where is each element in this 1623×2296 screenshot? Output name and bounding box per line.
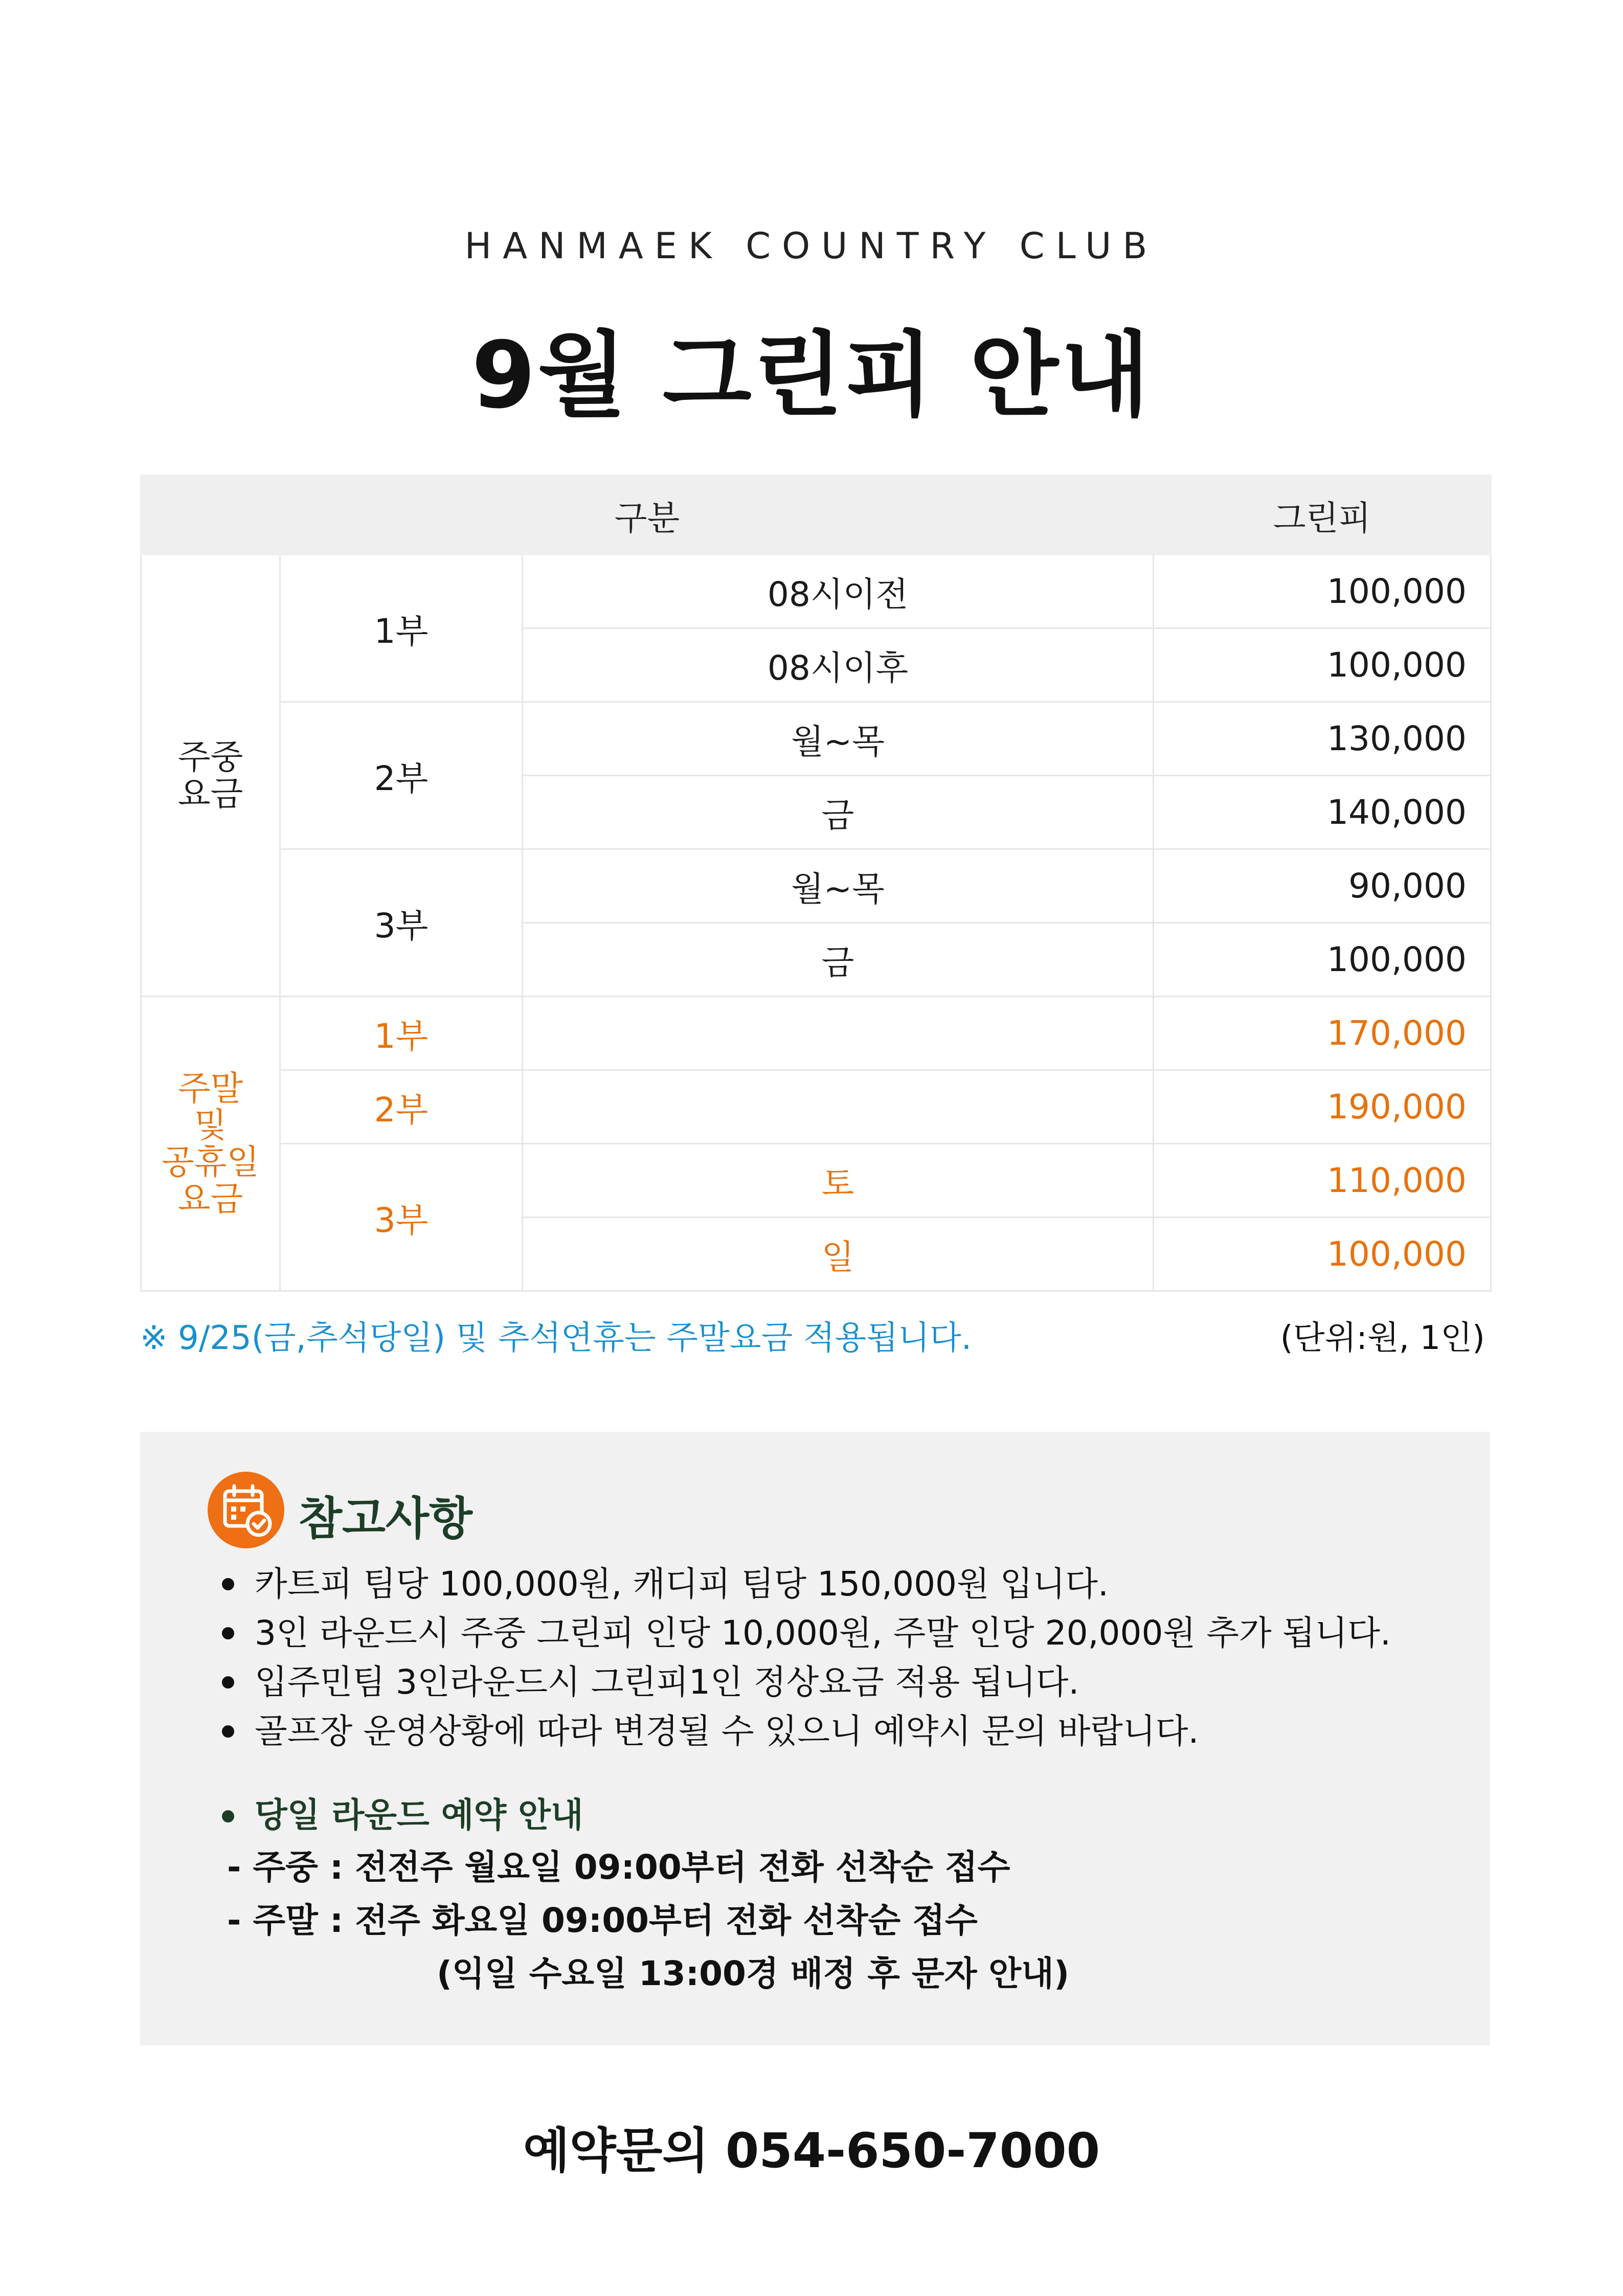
reference-title: 참고사항 [299,1492,473,1545]
sameday-weekend: - 주말 : 전주 화요일 09:00부터 전화 선착순 접수 [227,1901,978,1940]
weekend-label-line: 및 [194,1105,227,1145]
table-row [141,849,1491,923]
table-row [141,702,1491,776]
weekday-label-line: 요금 [177,774,243,814]
holiday-note: ※ 9/25(금,추석당일) 및 추석연휴는 주말요금 적용됩니다. [140,1319,972,1357]
page-title: 9월 그린피 안내 [471,322,1152,429]
time-cell [523,1070,1154,1144]
time-cell: 월~목 [523,702,1154,776]
weekend-label-line: 주말 [177,1068,243,1108]
table-row [141,1144,1491,1218]
weekday-part3: 3부 [280,849,523,997]
weekend-label-line: 요금 [177,1179,243,1219]
weekday-label-line: 주중 [177,737,243,777]
list-item: 3인 라운드시 주중 그린피 인당 10,000원, 주말 인당 20,000원 추가 됩니다. [222,1609,1391,1658]
list-item: 골프장 운영상황에 따라 변경될 수 있으니 예약시 문의 바랍니다. [222,1707,1391,1756]
time-cell [523,997,1154,1070]
list-item: 입주민팀 3인라운드시 그린피1인 정상요금 적용 됩니다. [222,1658,1391,1707]
fee-cell: 140,000 [1154,776,1491,849]
fee-cell: 130,000 [1154,702,1491,776]
fee-cell: 90,000 [1154,849,1491,923]
time-cell: 금 [523,923,1154,997]
reservation-contact: 예약문의 054-650-7000 [523,2123,1100,2179]
list-item: 카트피 팀당 100,000원, 캐디피 팀당 150,000원 입니다. [222,1560,1391,1609]
weekend-part1: 1부 [280,997,523,1070]
weekend-label-line: 공휴일 [161,1142,260,1182]
fee-cell: 100,000 [1154,923,1491,997]
sameday-weekday: - 주중 : 전전주 월요일 09:00부터 전화 선착순 접수 [227,1848,1010,1887]
reference-panel [140,1432,1490,2045]
fee-cell: 190,000 [1154,1070,1491,1144]
club-name: HANMAEK COUNTRY CLUB [464,225,1159,267]
calendar-check-icon [208,1472,284,1548]
fee-cell: 100,000 [1154,628,1491,702]
table-row [141,997,1491,1070]
weekday-part1: 1부 [280,555,523,702]
time-cell: 금 [523,776,1154,849]
sameday-note: (익일 수요일 13:00경 배정 후 문자 안내) [437,1954,1070,1993]
weekend-part2: 2부 [280,1070,523,1144]
table-header-row [141,476,1491,555]
time-cell: 일 [523,1218,1154,1291]
time-cell: 08시이후 [523,628,1154,702]
time-cell: 월~목 [523,849,1154,923]
weekend-group-label [141,997,280,1291]
header-category: 구분 [141,476,1154,555]
sameday-title: 당일 라운드 예약 안내 [222,1790,1069,1841]
weekend-part3: 3부 [280,1144,523,1291]
green-fee-table [140,475,1492,1292]
fee-cell: 100,000 [1154,555,1491,628]
table-row [141,1070,1491,1144]
unit-label: (단위:원, 1인) [1280,1319,1485,1357]
reference-list [222,1560,1391,1756]
fee-cell: 100,000 [1154,1218,1491,1291]
weekday-group-label [141,555,280,997]
time-cell: 08시이전 [523,555,1154,628]
header-fee: 그린피 [1154,476,1491,555]
fee-cell: 110,000 [1154,1144,1491,1218]
sameday-reservation [222,1790,1069,2000]
fee-cell: 170,000 [1154,997,1491,1070]
weekday-part2: 2부 [280,702,523,849]
time-cell: 토 [523,1144,1154,1218]
table-row [141,555,1491,628]
